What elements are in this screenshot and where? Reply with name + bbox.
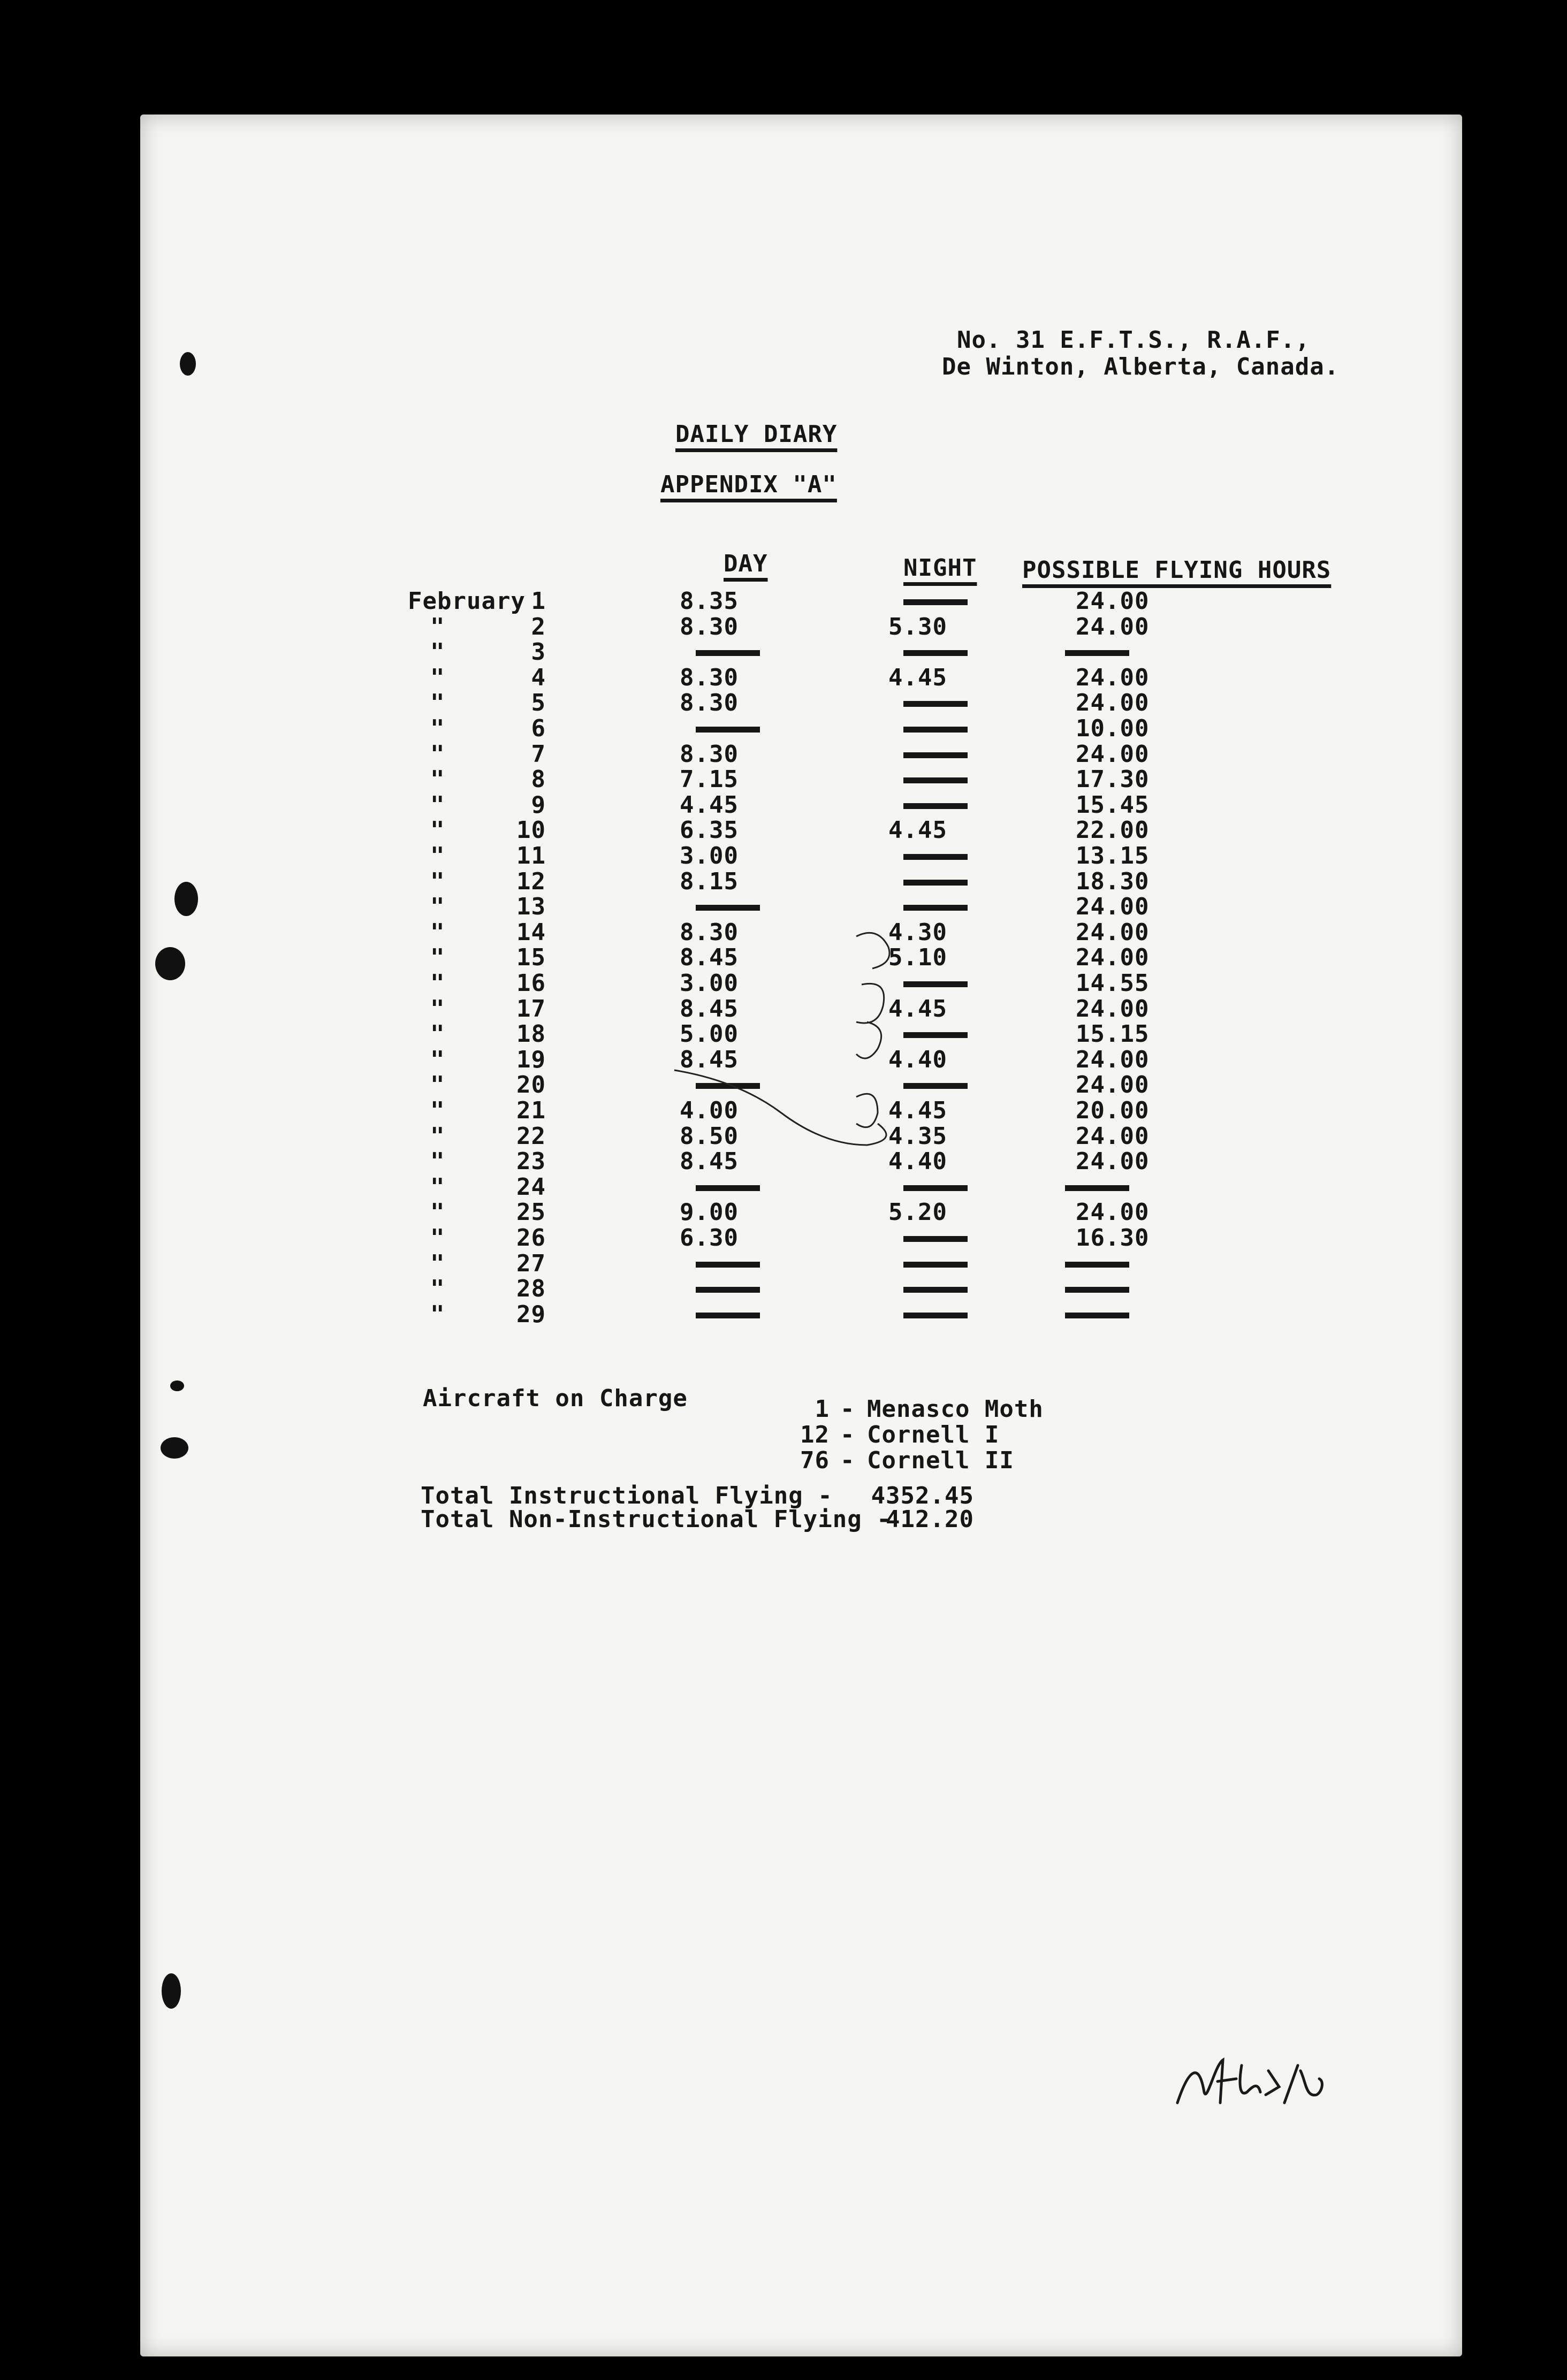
date-label: 12 [516,868,546,895]
punch-mark [180,352,196,376]
month-label: " [430,919,445,946]
total-value: 412.20 [886,1506,974,1533]
month-label: " [430,995,445,1023]
aircraft-separator: - [840,1447,855,1474]
possible-value: 13.15 [1076,842,1150,869]
day-value: 8.45 [680,995,739,1023]
possible-value: 15.15 [1076,1020,1150,1048]
day-value: 8.30 [680,664,739,691]
possible-blank-dash [1065,650,1129,656]
month-label: " [430,766,445,793]
night-value: 4.30 [888,919,947,946]
day-value: 8.45 [680,944,739,971]
page-title: DAILY DIARY [675,421,838,448]
night-value: 4.45 [888,817,947,844]
month-label: " [430,817,445,844]
night-value: 4.45 [888,1097,947,1124]
day-blank-dash [696,1287,760,1293]
day-value: 4.00 [680,1097,739,1124]
night-blank-dash [903,701,968,707]
month-label: " [430,1097,445,1124]
possible-value: 24.00 [1076,664,1150,691]
possible-value: 15.45 [1076,791,1150,819]
possible-value: 24.00 [1076,1123,1150,1150]
day-value: 4.45 [680,791,739,819]
date-label: 6 [531,715,546,742]
handwritten-signature [1172,2049,1333,2114]
date-label: 3 [531,638,546,666]
date-label: 27 [516,1250,546,1277]
unit-line-2: De Winton, Alberta, Canada. [942,353,1340,380]
month-label: " [430,893,445,920]
possible-value: 16.30 [1076,1224,1150,1252]
month-label: " [430,741,445,768]
date-label: 13 [516,893,546,920]
document-page [140,115,1462,2356]
month-label: " [430,1071,445,1099]
date-label: 17 [516,995,546,1023]
possible-value: 24.00 [1076,1046,1150,1073]
night-blank-dash [903,650,968,656]
day-blank-dash [696,1185,760,1191]
day-blank-dash [696,650,760,656]
date-label: 15 [516,944,546,971]
date-label: 20 [516,1071,546,1099]
month-label: " [430,1301,445,1328]
possible-value: 24.00 [1076,995,1150,1023]
month-label: " [430,715,445,742]
day-value: 9.00 [680,1199,739,1226]
day-value: 8.30 [680,741,739,768]
punch-mark [161,1437,188,1459]
month-label: " [430,689,445,716]
day-value: 8.35 [680,588,739,615]
night-blank-dash [903,1236,968,1242]
night-blank-dash [903,1313,968,1318]
date-label: 18 [516,1020,546,1048]
date-label: 24 [516,1173,546,1201]
aircraft-separator: - [840,1421,855,1448]
column-header-night: NIGHT [903,554,977,582]
date-label: 11 [516,842,546,869]
date-label: 22 [516,1123,546,1150]
date-label: 2 [531,613,546,640]
night-blank-dash [903,1185,968,1191]
aircraft-separator: - [840,1395,855,1423]
date-label: 5 [531,689,546,716]
month-label: " [430,1173,445,1201]
punch-mark [155,947,185,980]
month-label: " [430,1275,445,1302]
punch-mark [174,882,198,916]
day-value: 8.30 [680,919,739,946]
possible-value: 20.00 [1076,1097,1150,1124]
possible-value: 24.00 [1076,919,1150,946]
month-label: " [430,1020,445,1048]
night-blank-dash [903,599,968,605]
possible-value: 24.00 [1076,588,1150,615]
night-value: 4.45 [888,995,947,1023]
day-value: 8.30 [680,689,739,716]
possible-value: 24.00 [1076,741,1150,768]
night-blank-dash [903,854,968,860]
day-value: 8.45 [680,1046,739,1073]
column-header-possible-flying-hours: POSSIBLE FLYING HOURS [1022,556,1332,584]
date-label: 28 [516,1275,546,1302]
day-value: 3.00 [680,970,739,997]
date-label: 1 [531,588,546,615]
month-label: " [430,1250,445,1277]
date-label: 9 [531,791,546,819]
date-label: 8 [531,766,546,793]
possible-value: 14.55 [1076,970,1150,997]
day-value: 8.30 [680,613,739,640]
day-blank-dash [696,727,760,733]
date-label: 16 [516,970,546,997]
aircraft-type: Cornell II [867,1447,1014,1474]
night-value: 5.20 [888,1199,947,1226]
possible-value: 24.00 [1076,1199,1150,1226]
night-blank-dash [903,880,968,886]
aircraft-count: 1 [815,1395,830,1423]
possible-value: 17.30 [1076,766,1150,793]
possible-blank-dash [1065,1185,1129,1191]
total-label: Total Instructional Flying - [421,1482,833,1509]
possible-value: 24.00 [1076,944,1150,971]
night-value: 4.45 [888,664,947,691]
night-value: 4.40 [888,1046,947,1073]
day-blank-dash [696,1083,760,1089]
day-value: 8.50 [680,1123,739,1150]
possible-value: 10.00 [1076,715,1150,742]
aircraft-on-charge-label: Aircraft on Charge [423,1385,688,1412]
month-label: " [430,868,445,895]
night-blank-dash [903,1083,968,1089]
possible-value: 24.00 [1076,613,1150,640]
night-value: 5.30 [888,613,947,640]
total-value: 4352.45 [871,1482,974,1509]
night-blank-dash [903,803,968,809]
night-value: 4.40 [888,1148,947,1175]
date-label: 26 [516,1224,546,1252]
month-label: " [430,1148,445,1175]
appendix-title: APPENDIX "A" [660,471,837,498]
date-label: 10 [516,817,546,844]
night-value: 4.35 [888,1123,947,1150]
possible-blank-dash [1065,1287,1129,1293]
month-label: " [430,791,445,819]
month-label: " [430,1224,445,1252]
night-blank-dash [903,752,968,758]
month-label: " [430,1199,445,1226]
aircraft-count: 12 [800,1421,830,1448]
possible-value: 24.00 [1076,1071,1150,1099]
unit-line-1: No. 31 E.F.T.S., R.A.F., [957,326,1310,354]
month-label: " [430,970,445,997]
day-value: 7.15 [680,766,739,793]
month-label: " [430,842,445,869]
date-label: 23 [516,1148,546,1175]
day-value: 8.45 [680,1148,739,1175]
month-label: " [430,638,445,666]
aircraft-type: Cornell I [867,1421,1000,1448]
night-blank-dash [903,1032,968,1038]
night-value: 5.10 [888,944,947,971]
night-blank-dash [903,1262,968,1268]
possible-value: 24.00 [1076,893,1150,920]
possible-value: 22.00 [1076,817,1150,844]
aircraft-type: Menasco Moth [867,1395,1044,1423]
month-label: " [430,1123,445,1150]
date-label: 19 [516,1046,546,1073]
date-label: 29 [516,1301,546,1328]
total-label: Total Non-Instructional Flying - [421,1506,892,1533]
possible-value: 24.00 [1076,689,1150,716]
possible-blank-dash [1065,1313,1129,1318]
month-label: " [430,1046,445,1073]
date-label: 4 [531,664,546,691]
date-label: 14 [516,919,546,946]
day-value: 8.15 [680,868,739,895]
date-label: 7 [531,741,546,768]
day-blank-dash [696,1262,760,1268]
possible-value: 18.30 [1076,868,1150,895]
aircraft-count: 76 [800,1447,830,1474]
date-label: 21 [516,1097,546,1124]
month-label: " [430,944,445,971]
day-blank-dash [696,905,760,911]
night-blank-dash [903,905,968,911]
possible-value: 24.00 [1076,1148,1150,1175]
night-blank-dash [903,777,968,783]
day-value: 3.00 [680,842,739,869]
month-label: " [430,613,445,640]
punch-mark [170,1380,184,1391]
night-blank-dash [903,981,968,987]
day-value: 5.00 [680,1020,739,1048]
day-blank-dash [696,1313,760,1318]
date-label: 25 [516,1199,546,1226]
punch-mark [162,1973,181,2009]
month-label: " [430,664,445,691]
day-value: 6.30 [680,1224,739,1252]
column-header-day: DAY [724,550,768,577]
night-blank-dash [903,727,968,733]
possible-blank-dash [1065,1262,1129,1268]
day-value: 6.35 [680,817,739,844]
month-label: February [408,588,526,615]
night-blank-dash [903,1287,968,1293]
